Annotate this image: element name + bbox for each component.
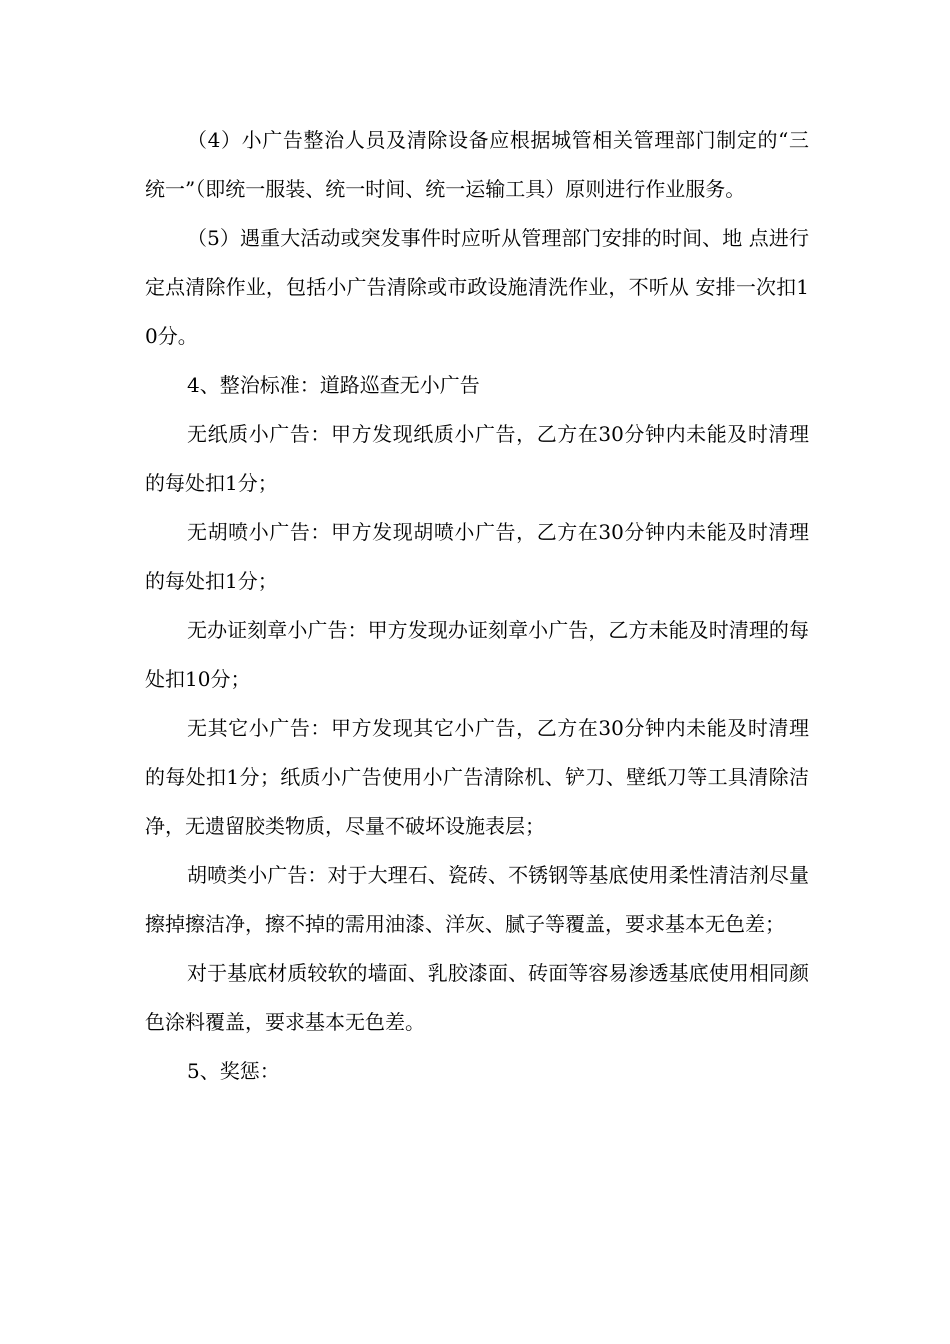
paragraph-paper-ads: 无纸质小广告：甲方发现纸质小广告，乙方在30分钟内未能及时清理的每处扣1分； <box>145 422 809 495</box>
paragraph-soft-surface: 对于基底材质较软的墙面、乳胶漆面、砖面等容易渗透基底使用相同颜色涂料覆盖，要求基本无色差。 <box>145 961 809 1034</box>
document-body <box>145 116 809 1096</box>
section-heading-rewards: 5、奖惩： <box>187 1059 280 1083</box>
paragraph-spray-cleaning: 胡喷类小广告：对于大理石、瓷砖、不锈钢等基底使用柔性清洁剂尽量擦掉擦洁净，擦不掉的需用油漆、洋灰、腻子等覆盖，要求基本无色差； <box>145 863 809 936</box>
paragraph-item-5: （5）遇重大活动或突发事件时应听从管理部门安排的时间、地 点进行定点清除作业，包括小广告清除或市政设施清洗作业，不听从 安排一次扣10分。 <box>145 226 809 348</box>
section-heading-standards: 4、整治标准：道路巡查无小广告 <box>187 373 480 397</box>
paragraph-certificate-ads: 无办证刻章小广告：甲方发现办证刻章小广告，乙方未能及时清理的每处扣10分； <box>145 618 809 691</box>
paragraph-other-ads: 无其它小广告：甲方发现其它小广告，乙方在30分钟内未能及时清理的每处扣1分；纸质小广告使用小广告清除机、铲刀、壁纸刀等工具清除洁净，无遗留胶类物质，尽量不破坏设施表层； <box>145 716 809 838</box>
paragraph-spray-ads: 无胡喷小广告：甲方发现胡喷小广告，乙方在30分钟内未能及时清理的每处扣1分； <box>145 520 809 593</box>
paragraph-item-4: （4）小广告整治人员及清除设备应根据城管相关管理部门制定的“三统一”（即统一服装、统一时间、统一运输工具）原则进行作业服务。 <box>145 128 809 201</box>
